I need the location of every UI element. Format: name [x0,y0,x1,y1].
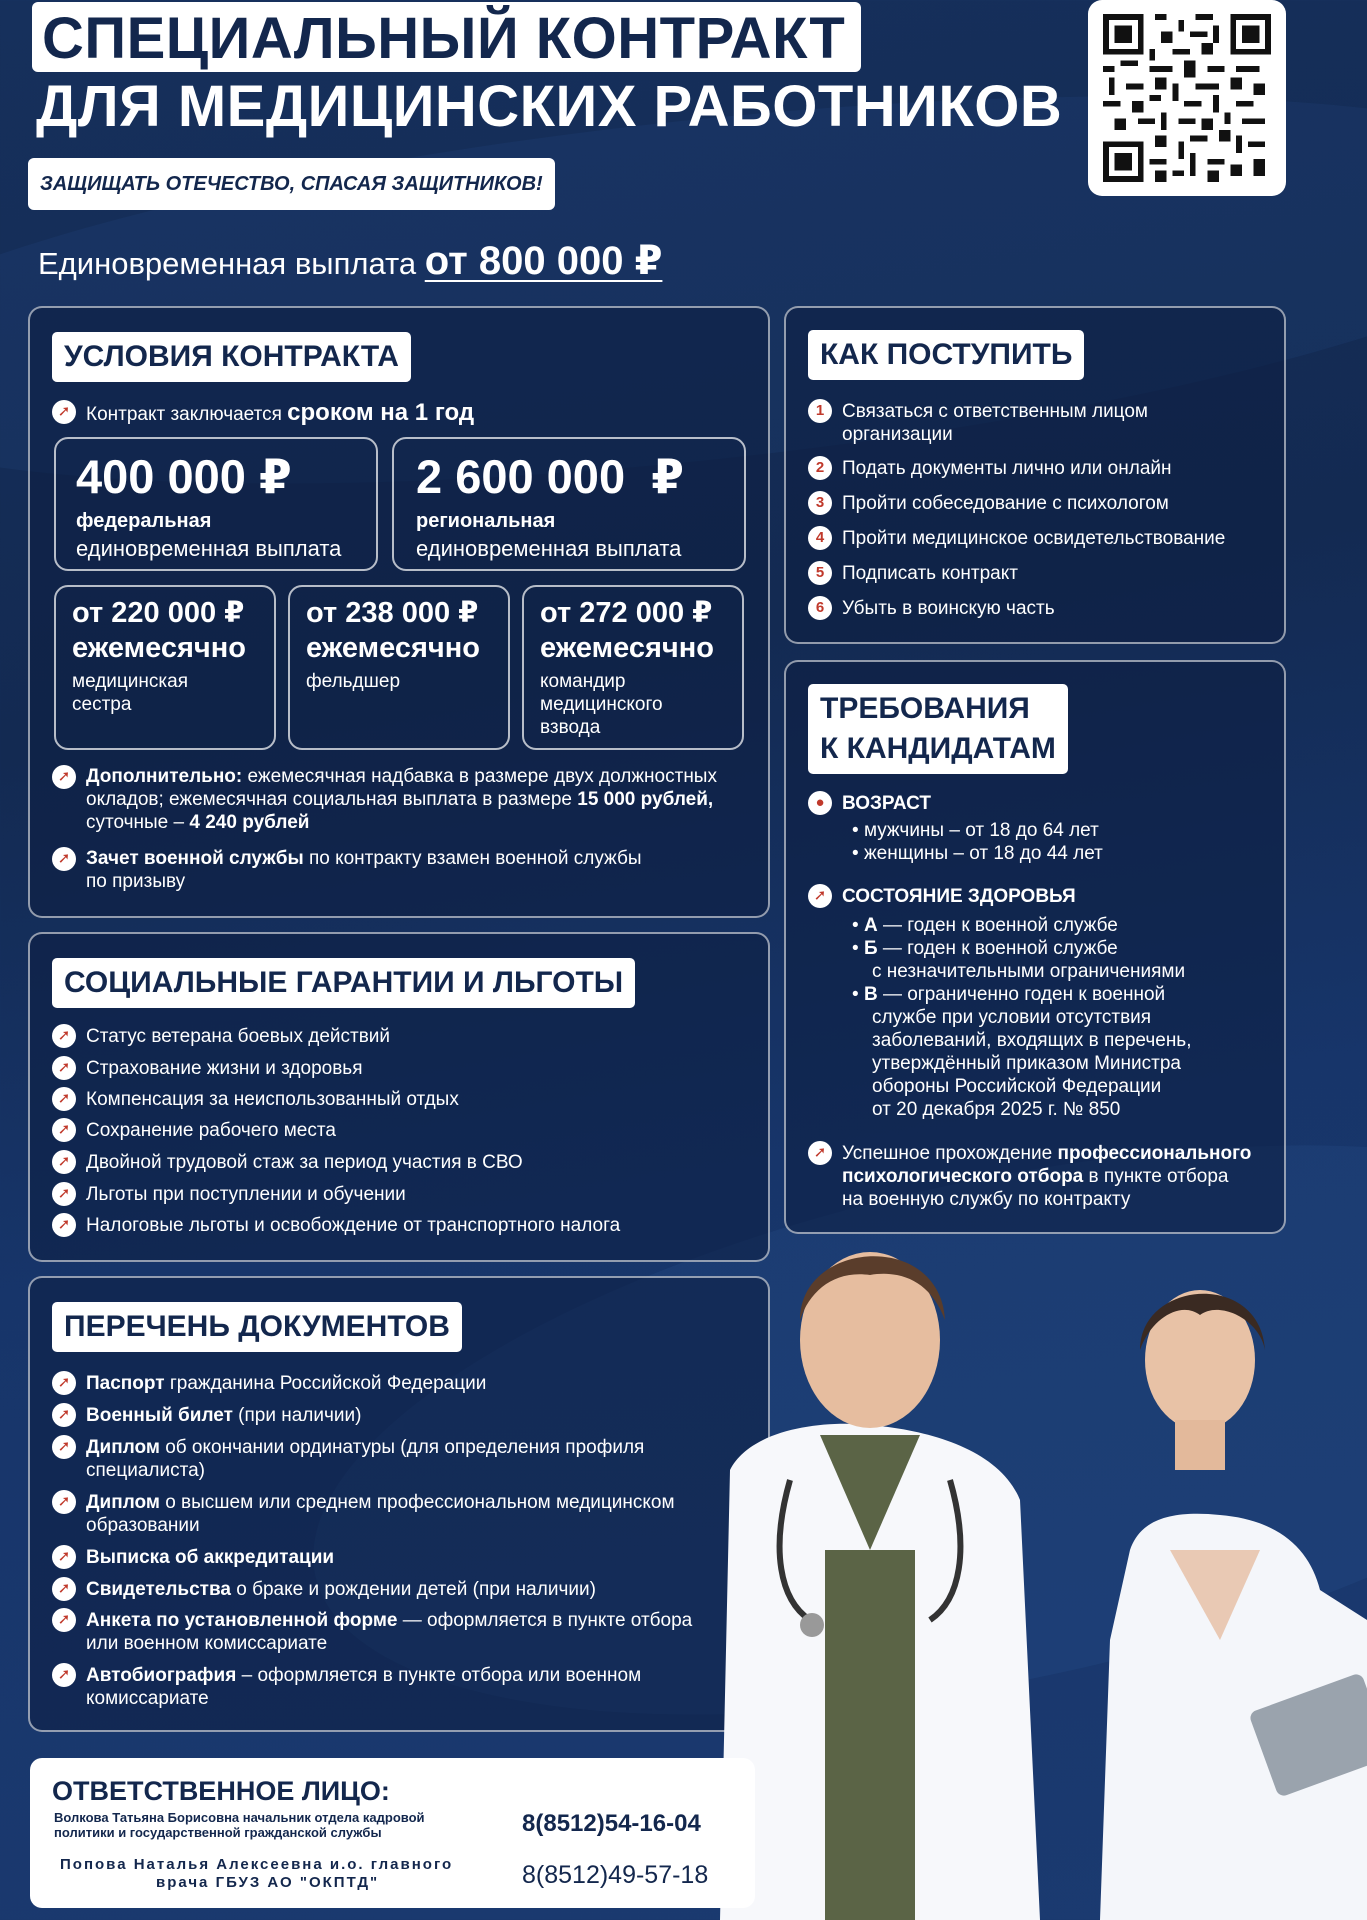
document-item-cont: или военном комиссариате [86,1633,328,1654]
arrow-icon: ➚ [52,1403,76,1427]
document-item: Диплом о высшем или среднем профессиональном медицинском [86,1492,675,1513]
benefit-item: Льготы при поступлении и обучении [86,1184,406,1205]
step-text: Подписать контракт [842,563,1018,584]
arrow-icon: ➚ [52,400,76,424]
arrow-icon: ➚ [52,847,76,871]
extra-bold: Дополнительно: [86,766,243,787]
health-v-cont: утверждённый приказом Министра [872,1053,1181,1074]
step-text: организации [842,424,953,445]
payment-line [38,238,662,284]
salary-amount: от 220 000 ₽ [72,597,245,629]
arrow-icon: ➚ [52,1371,76,1395]
service-text: по контракту взамен военной службы [308,848,642,869]
contact-card [30,1758,755,1908]
extra-line1 [86,765,717,788]
arrow-icon: ➚ [52,1663,76,1687]
requirements-heading-line2: К КАНДИДАТАМ [820,732,1056,765]
salary-period: ежемесячно [540,632,714,664]
arrow-icon: ➚ [808,1141,832,1165]
step-number: 3 [808,491,832,515]
person-icon: ● [808,791,832,815]
age-title: ВОЗРАСТ [842,793,932,814]
contact-person1-line2: политики и государственной гражданской службы [54,1825,382,1840]
salary-period: ежемесячно [72,632,246,664]
salary-role: сестра [72,694,132,715]
extra-line2 [86,788,713,811]
extra-bold: 4 240 рублей [189,812,310,833]
document-item-cont: комиссариате [86,1688,209,1709]
step-number: 1 [808,399,832,423]
salary-role: медицинская [72,671,188,692]
arrow-icon: ➚ [52,1056,76,1080]
title-line1: СПЕЦИАЛЬНЫЙ КОНТРАКТ [42,6,846,71]
benefit-item: Двойной трудовой стаж за период участия в СВО [86,1152,523,1173]
arrow-icon: ➚ [52,1435,76,1459]
step-text: Убыть в воинскую часть [842,598,1055,619]
extra-text: суточные – [86,812,185,833]
arrow-icon: ➚ [52,1087,76,1111]
conditions-heading: УСЛОВИЯ КОНТРАКТА [52,332,411,382]
requirements-heading-line1: ТРЕБОВАНИЯ [820,692,1030,725]
extra-text: окладов; ежемесячная социальная выплата в размере [86,789,572,810]
extra-bold: 15 000 рублей, [577,789,714,810]
federal-label: федеральная [76,510,212,532]
qr-code[interactable] [1088,0,1286,196]
document-item: Свидетельства о браке и рождении детей (при наличии) [86,1579,596,1600]
medical-staff-illustration [700,1220,1367,1920]
document-item: Выписка об аккредитации [86,1547,335,1568]
payment-label: Единовременная выплата [38,246,417,281]
federal-amount: 400 000 ₽ [76,450,292,503]
salary-role: фельдшер [306,671,401,692]
regional-amount: 2 600 000 ₽ [416,450,684,503]
health-v-cont: заболеваний, входящих в перечень, [872,1030,1192,1051]
health-title: СОСТОЯНИЕ ЗДОРОВЬЯ [842,886,1076,907]
step-text: Подать документы лично или онлайн [842,458,1172,479]
psy-line3: на военную службу по контракту [842,1189,1131,1210]
federal-sub: единовременная выплата [76,536,342,561]
document-item: Анкета по установленной форме — оформляется в пункте отбора [86,1610,693,1631]
salary-role: медицинского [540,694,663,715]
regional-sub: единовременная выплата [416,536,682,561]
regional-label: региональная [416,510,556,532]
salary-role: взвода [540,717,601,738]
arrow-icon: ➚ [52,1577,76,1601]
benefits-heading: СОЦИАЛЬНЫЕ ГАРАНТИИ И ЛЬГОТЫ [52,958,635,1008]
arrow-icon: ➚ [52,1118,76,1142]
title-line2: ДЛЯ МЕДИЦИНСКИХ РАБОТНИКОВ [36,74,1063,139]
benefit-item: Компенсация за неиспользованный отдых [86,1089,459,1110]
health-a: • А — годен к военной службе [852,915,1118,936]
benefit-item: Сохранение рабочего места [86,1120,336,1141]
health-b-cont: с незначительными ограничениями [872,961,1186,982]
arrow-icon: ➚ [52,1150,76,1174]
document-item: Диплом об окончании ординатуры (для определения профиля [86,1437,645,1458]
arrow-icon: ➚ [52,1024,76,1048]
health-v: • В — ограниченно годен к военной [852,984,1166,1005]
health-b: • Б — годен к военной службе [852,938,1118,959]
contact-heading: ОТВЕТСТВЕННОЕ ЛИЦО: [52,1776,390,1806]
step-number: 4 [808,526,832,550]
requirements-heading [808,684,1068,774]
document-item: Паспорт гражданина Российской Федерации [86,1373,487,1394]
salary-role: командир [540,671,626,692]
contact-person2-line2: врача ГБУЗ АО "ОКПТД" [156,1874,380,1891]
step-text: Связаться с ответственным лицом [842,401,1148,422]
health-v-cont: службе при условии отсутствия [872,1007,1152,1028]
salary-amount: от 238 000 ₽ [306,597,479,629]
step-text: Пройти медицинское освидетельствование [842,528,1226,549]
benefit-item: Статус ветерана боевых действий [86,1026,391,1047]
service-line2: по призыву [86,871,186,892]
arrow-icon: ➚ [52,1490,76,1514]
health-v-cont: от 20 декабря 2025 г. № 850 [872,1099,1121,1120]
age-men: • мужчины – от 18 до 64 лет [852,820,1099,841]
step-number: 2 [808,456,832,480]
contact-person1-line1: Волкова Татьяна Борисовна начальник отдела кадровой [54,1810,425,1825]
salary-period: ежемесячно [306,632,480,664]
arrow-icon: ➚ [52,1182,76,1206]
psy-line2: психологического отбора в пункте отбора [842,1166,1229,1187]
documents-heading: ПЕРЕЧЕНЬ ДОКУМЕНТОВ [52,1302,462,1352]
contact-phone2[interactable]: 8(8512)49-57-18 [522,1861,709,1889]
service-line1 [86,847,642,870]
arrow-icon: ➚ [808,884,832,908]
arrow-icon: ➚ [52,1608,76,1632]
document-item-cont: образовании [86,1515,200,1536]
document-item-cont: специалиста) [86,1460,206,1481]
arrow-icon: ➚ [52,765,76,789]
step-number: 6 [808,596,832,620]
arrow-icon: ➚ [52,1545,76,1569]
age-women: • женщины – от 18 до 44 лет [852,843,1103,864]
how-to-heading: КАК ПОСТУПИТЬ [808,330,1084,380]
term-line [86,401,474,426]
step-text: Пройти собеседование с психологом [842,493,1169,514]
salary-amount: от 272 000 ₽ [540,597,713,629]
service-bold: Зачет военной службы [86,848,304,869]
psy-line1: Успешное прохождение профессионального [842,1143,1252,1164]
qr-code-icon [1102,14,1272,182]
benefit-item: Налоговые льготы и освобождение от транспортного налога [86,1215,621,1236]
male-doctor [720,1252,1040,1920]
extra-line3 [86,811,309,834]
benefit-item: Страхование жизни и здоровья [86,1058,363,1079]
contact-phone1[interactable]: 8(8512)54-16-04 [522,1810,701,1837]
female-doctor [1100,1290,1367,1920]
payment-value: от 800 000 ₽ [424,239,663,283]
document-item: Военный билет (при наличии) [86,1405,362,1426]
term-text: Контракт заключается [86,404,282,425]
health-v-cont: обороны Российской Федерации [872,1076,1162,1097]
title-line1-box [32,2,861,72]
arrow-icon: ➚ [52,1213,76,1237]
slogan: ЗАЩИЩАТЬ ОТЕЧЕСТВО, СПАСАЯ ЗАЩИТНИКОВ! [28,158,555,210]
extra-text: ежемесячная надбавка в размере двух должностных [247,766,717,787]
document-item: Автобиография – оформляется в пункте отбора или военном [86,1665,642,1686]
contact-person2-line1: Попова Наталья Алексеевна и.о. главного [60,1856,454,1873]
term-bold: сроком на 1 год [287,399,475,426]
step-number: 5 [808,561,832,585]
